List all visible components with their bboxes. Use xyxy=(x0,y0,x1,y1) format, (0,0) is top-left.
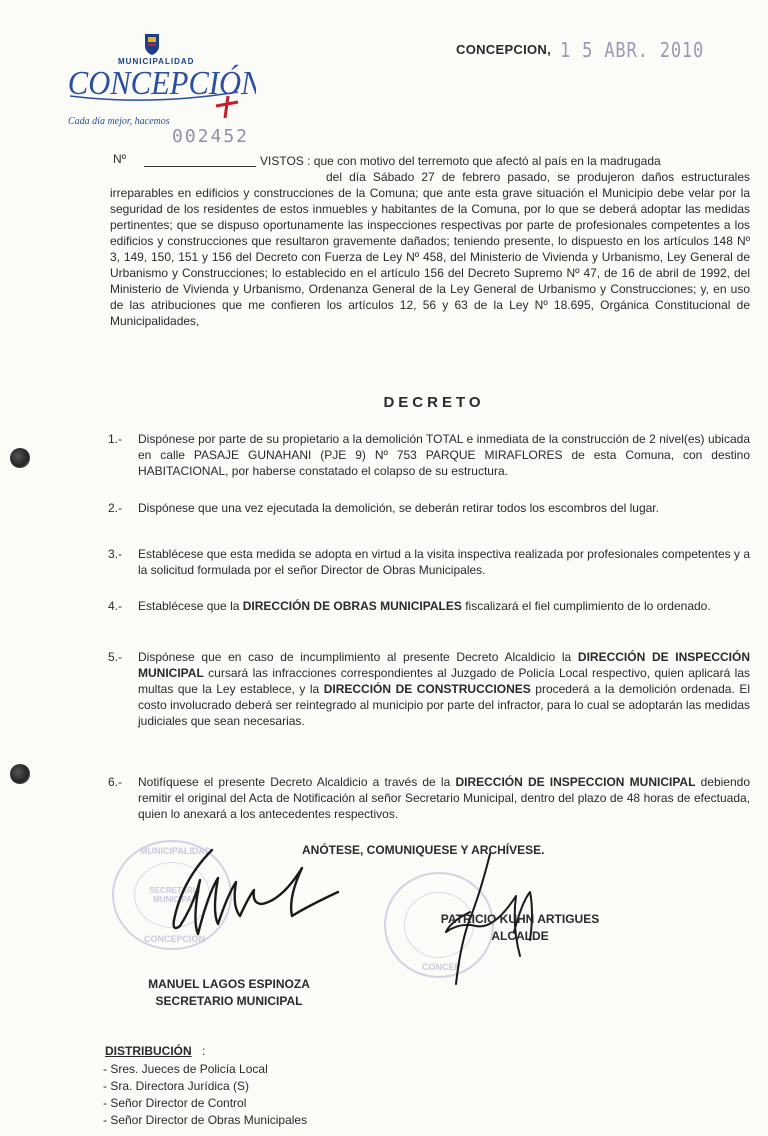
item-number: 2.- xyxy=(108,501,123,515)
alcalde-name: PATRICIO KUHN ARTIGUES xyxy=(440,912,600,926)
logo-main-text: CONCEPCIÓN xyxy=(67,63,256,102)
punch-hole-top xyxy=(10,448,30,468)
item-text: Dispónese que una vez ejecutada la demolición, se deberán retirar todos los escombros del lugar. xyxy=(138,501,659,515)
item-text: Dispónese que en caso de incumplimiento al presente Decreto Alcaldicio la DIRECCIÓN DE INSPECCIÓN MUNICIPAL cursará las infracciones correspondientes al Juzgado de Policía Local respectivo, quien aplicará las multas que la Ley establece, y la DIRECCIÓN DE CONSTRUCCIONES procederá a la demolición ordenada. El costo involucrado deberá ser reintegrado al municipio por parte del infractor, para lo cual se adoptarán las medidas judiciales que sean necesarias. xyxy=(138,650,750,728)
vistos-paragraph: del día Sábado 27 de febrero pasado, se produjeron daños estructurales irreparables en edificios y construcciones de la Comuna; que ante esta grave situación el Municipio debe velar por la seguridad de los residentes de estos inmuebles y habitantes de la Comuna, por lo que se deberá adoptar las medidas pertinentes; que se dispuso oportunamente las inspecciones respectivas por parte de profesionales competentes a los edificios y construcciones que resultaron gravemente dañados; teniendo presente, lo dispuesto en los artículos 148 Nº 3, 149, 150, 151 y 156 del Decreto con Fuerza de Ley Nº 458, del Ministerio de Vivienda y Urbanismo, Ley General de Urbanismo y Construcciones; lo establecido en el artículo 156 del Decreto Supremo Nº 47, de 16 de abril de 1992, del Ministerio de Vivienda y Urbanismo, Ordenanza General de la Ley General de Urbanismo y Construcciones; y, en uso de las atribuciones que me confieren los artículos 12, 56 y 63 de la Ley Nº 18.695, Orgánica Constitucional de Municipalidades, xyxy=(110,170,750,328)
alcalde-title: ALCALDE xyxy=(491,929,549,943)
date-stamp: 1 5 ABR. 2010 xyxy=(560,38,705,62)
item-number: 3.- xyxy=(108,547,123,561)
decree-number-label: Nº xyxy=(113,152,127,166)
item-text: Dispónese por parte de su propietario a la demolición TOTAL e inmediata de la construcción de 2 nivel(es) ubicada en calle PASAJE GUNAHANI (PJE 9) Nº 753 PARQUE MIRAFLORES de esta Comuna, con destino HABITACIONAL, por haberse constatado el colapso de su estructura. xyxy=(138,432,750,478)
decreto-heading: DECRETO xyxy=(383,394,485,411)
list-item: - Señor Director de Control xyxy=(103,1096,247,1110)
logo-tagline: Cada día mejor, hacemos xyxy=(68,116,170,127)
list-item: - Sres. Jueces de Policía Local xyxy=(103,1062,268,1076)
secretario-name: MANUEL LAGOS ESPINOZA xyxy=(148,977,310,991)
logo-top-text: MUNICIPALIDAD xyxy=(118,57,195,66)
secretario-block xyxy=(118,976,340,1010)
alcaldia-seal: CONCEP xyxy=(384,872,494,978)
distribucion-colon: : xyxy=(202,1044,206,1058)
item-text: Establécese que la DIRECCIÓN DE OBRAS MUNICIPALES fiscalizará el fiel cumplimiento de lo ordenado. xyxy=(138,599,711,613)
secretario-signature xyxy=(160,846,350,936)
bold-entity: DIRECCIÓN DE INSPECCION MUNICIPAL xyxy=(455,775,696,789)
list-item: - Señor Director de Obras Municipales xyxy=(103,1113,308,1127)
number-underline xyxy=(144,166,256,167)
item-text: Establécese que esta medida se adopta en virtud a la visita inspectiva realizada por profesionales competentes y a la solicitud formulada por el señor Director de Obras Municipales. xyxy=(138,547,750,577)
punch-hole-bottom xyxy=(10,764,30,784)
alcalde-block xyxy=(420,911,620,945)
bold-entity: DIRECCIÓN DE OBRAS MUNICIPALES xyxy=(242,599,462,613)
item-number: 6.- xyxy=(108,775,123,789)
secretaria-seal: MUNICIPALIDAD SECRETARIA MUNICIPAL CONCEPCION xyxy=(112,840,232,950)
item-number: 1.- xyxy=(108,432,123,446)
place-label: CONCEPCION, xyxy=(456,42,552,57)
decree-item-5 xyxy=(108,649,750,729)
distribucion-heading: DISTRIBUCIÓN xyxy=(105,1044,192,1058)
closing-formula: ANÓTESE, COMUNIQUESE Y ARCHÍVESE. xyxy=(302,843,545,857)
item-number: 5.- xyxy=(108,650,123,664)
bold-entity: DIRECCIÓN DE INSPECCIÓN MUNICIPAL xyxy=(138,650,750,680)
decree-item-3 xyxy=(108,546,750,578)
item-number: 4.- xyxy=(108,599,123,613)
list-item: - Sra. Directora Jurídica (S) xyxy=(103,1079,250,1093)
decree-item-2 xyxy=(108,500,750,516)
decree-number-stamp: 002452 xyxy=(172,126,250,147)
decree-item-1 xyxy=(108,431,750,479)
secretario-title: SECRETARIO MUNICIPAL xyxy=(155,994,303,1008)
bold-entity: DIRECCIÓN DE CONSTRUCCIONES xyxy=(323,682,531,696)
decree-item-6 xyxy=(108,774,750,822)
distribucion-list xyxy=(103,1061,307,1129)
vistos-first-line: VISTOS : que con motivo del terremoto que afectó al país en la madrugada xyxy=(260,154,661,168)
decree-item-4 xyxy=(108,598,750,614)
municipality-logo xyxy=(66,32,256,132)
item-text: Notifíquese el presente Decreto Alcaldicio a través de la DIRECCIÓN DE INSPECCION MUNICIPAL debiendo remitir el original del Acta de Notificación al señor Secretario Municipal, dentro del plazo de 48 horas de efectuada, quien lo anexará a los antecedentes respectivos. xyxy=(138,775,750,821)
